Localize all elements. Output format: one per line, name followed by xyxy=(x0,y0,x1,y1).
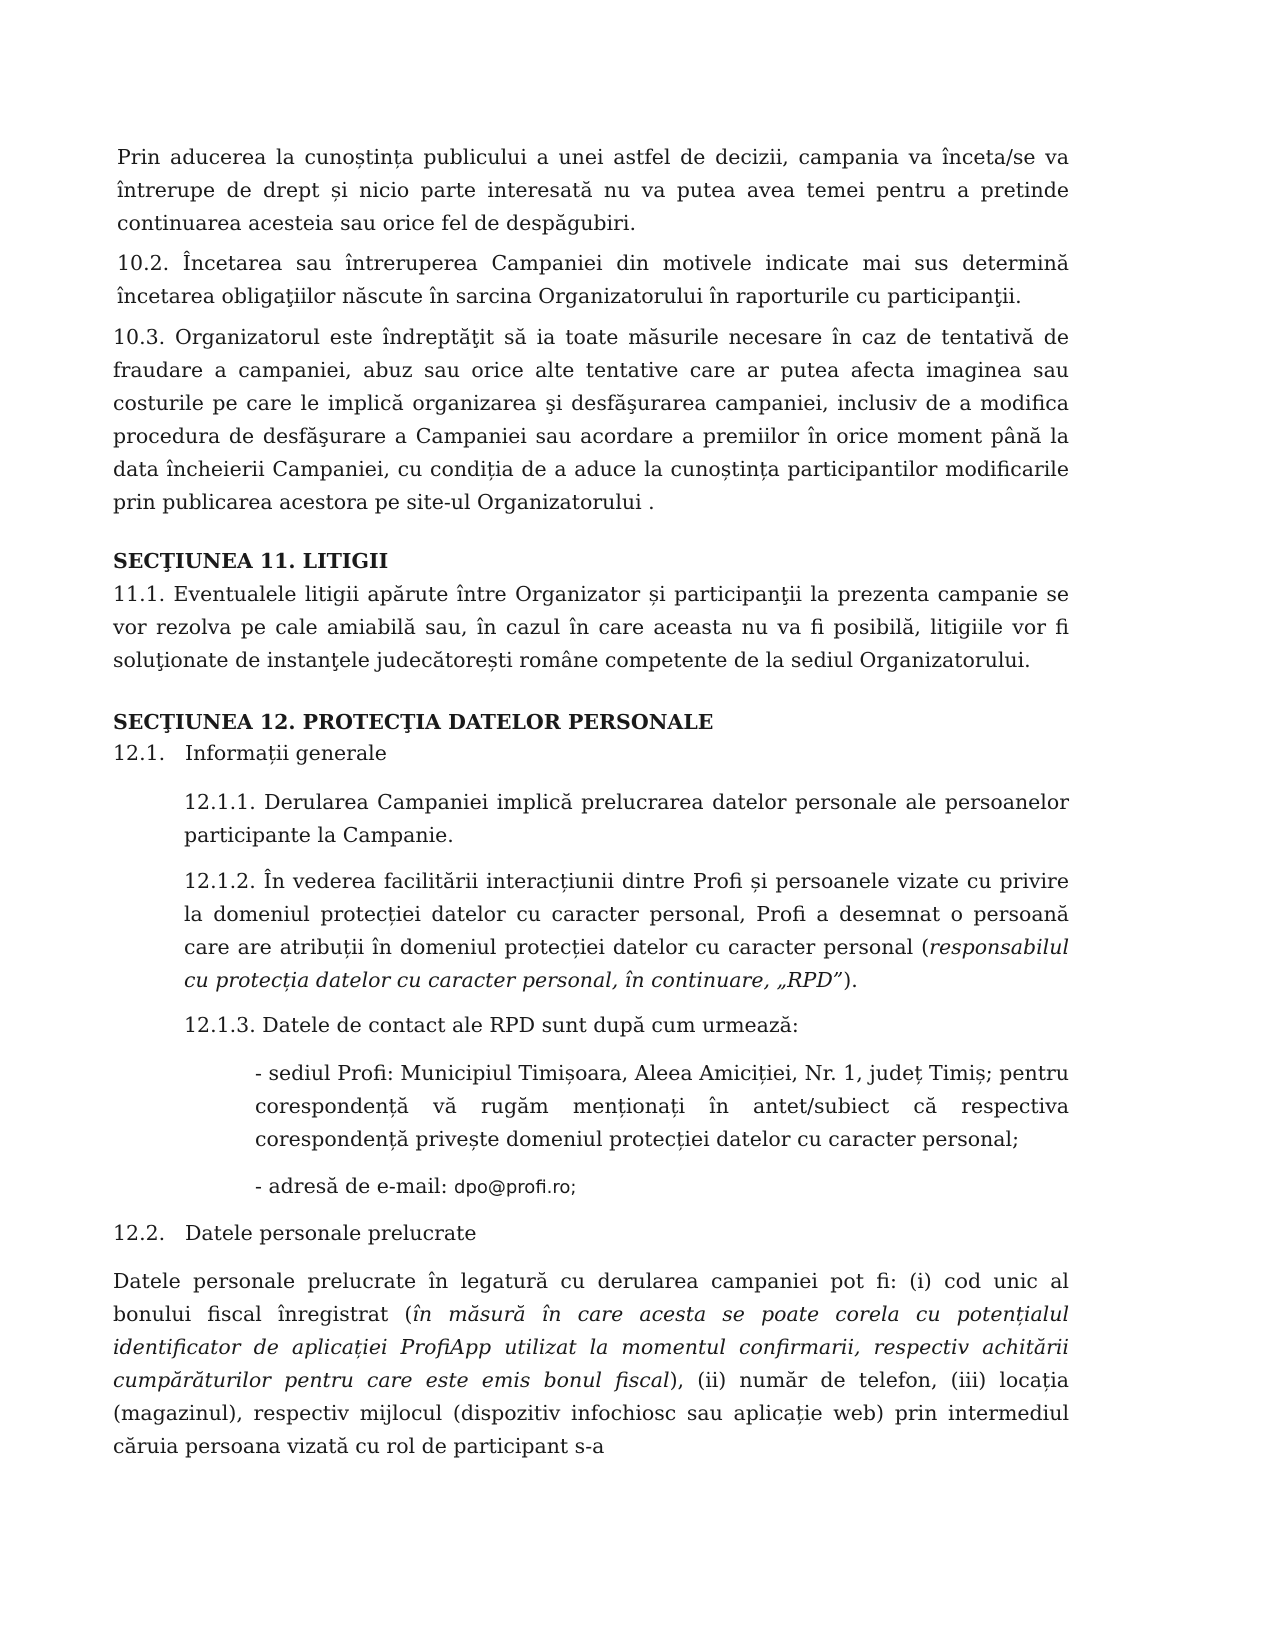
paragraph-10-2: 10.2. Încetarea sau întreruperea Campaniei din motivele indicate mai sus determină încetarea obligaţiilor născute în sarcina Organizatorului în raporturile cu participanţii. xyxy=(117,251,1069,308)
date-personale-continuation: ), (ii) număr de telefon, (iii) locația (magazinul), respectiv mijlocul (dispozitiv infochiosc sau aplicație web) prin intermediul căruia persoana vizată cu rol de participant s-a xyxy=(113,1368,1069,1458)
paragraph-12-1-2-end: ). xyxy=(843,968,858,992)
paragraph-12-1-2-text: 12.1.2. În vederea facilitării interacțiunii dintre Profi și persoanele vizate cu privire la domeniul protecției datelor cu caracter personal, Profi a desemnat o persoană care are atribuții în domeniul protecției datelor cu caracter personal ( xyxy=(184,869,1069,959)
email-label: - adresă de e-mail: xyxy=(255,1174,455,1198)
paragraph-12-1-2 xyxy=(184,865,1069,997)
date-personale-text: Datele personale prelucrate în legatură cu derularea campaniei pot fi: (i) cod unic al bonului fiscal înregistrat ( xyxy=(113,1269,1069,1326)
section-11-heading: SECŢIUNEA 11. LITIGII xyxy=(113,549,389,573)
section-12-heading: SECŢIUNEA 12. PROTECŢIA DATELOR PERSONALE xyxy=(113,710,714,734)
subsection-12-1-number: 12.1. xyxy=(113,741,166,765)
paragraph-12-1-1: 12.1.1. Derularea Campaniei implică prelucrarea datelor personale ale persoanelor participante la Campanie. xyxy=(184,790,1069,847)
paragraph-12-1-3: 12.1.3. Datele de contact ale RPD sunt după cum urmează: xyxy=(184,1013,799,1037)
subsection-12-2-title: Datele personale prelucrate xyxy=(185,1221,477,1245)
paragraph-email xyxy=(255,1170,1069,1204)
subsection-12-2 xyxy=(113,1217,1069,1250)
subsection-12-1-title: Informații generale xyxy=(185,741,387,765)
rpd-definition: responsabilul cu protecția datelor cu caracter personal, în continuare, „RPD” xyxy=(184,935,1069,992)
subsection-12-2-number: 12.2. xyxy=(113,1221,166,1245)
paragraph-continuare: Prin aducerea la cunoștința publicului a unei astfel de decizii, campania va înceta/se va întrerupe de drept și nicio parte interesată nu va putea avea temei pentru a pretinde continuarea acesteia sau orice fel de despăgubiri. xyxy=(117,145,1069,235)
paragraph-11-1: 11.1. Eventualele litigii apărute între Organizator și participanţii la prezenta campanie se vor rezolva pe cale amiabilă sau, în cazul în care aceasta nu va fi posibilă, litigiile vor fi soluţionate de instanţele judecătorești române competente de la sediul Organizatorului. xyxy=(113,582,1069,672)
paragraph-10-3: 10.3. Organizatorul este îndreptăţit să ia toate măsurile necesare în caz de tentativă de fraudare a campaniei, abuz sau orice alte tentative care ar putea afecta imaginea sau costurile pe care le implică organizarea şi desfăşurarea campaniei, inclusiv de a modifica procedura de desfăşurare a Campaniei sau acordare a premiilor în orice moment până la data încheierii Campaniei, cu condiția de a aduce la cunoștința participantilor modificarile prin publicarea acestora pe site-ul Organizatorului . xyxy=(113,325,1069,514)
paragraph-sediu: - sediul Profi: Municipiul Timișoara, Aleea Amiciției, Nr. 1, județ Timiș; pentru corespondență vă rugăm menționați în antet/subiect că respectiva corespondență privește domeniul protecției datelor cu caracter personal; xyxy=(255,1061,1069,1151)
paragraph-date-personale xyxy=(113,1265,1069,1463)
subsection-12-1 xyxy=(113,737,1069,770)
date-personale-italic: în măsură în care acesta se poate corela cu potențialul identificator de aplicației ProfiApp utilizat la momentul confirmarii, respectiv achitării cumpărăturilor pentru care este emis bonul fiscal xyxy=(113,1302,1069,1392)
email-address: dpo@profi.ro; xyxy=(454,1177,577,1198)
